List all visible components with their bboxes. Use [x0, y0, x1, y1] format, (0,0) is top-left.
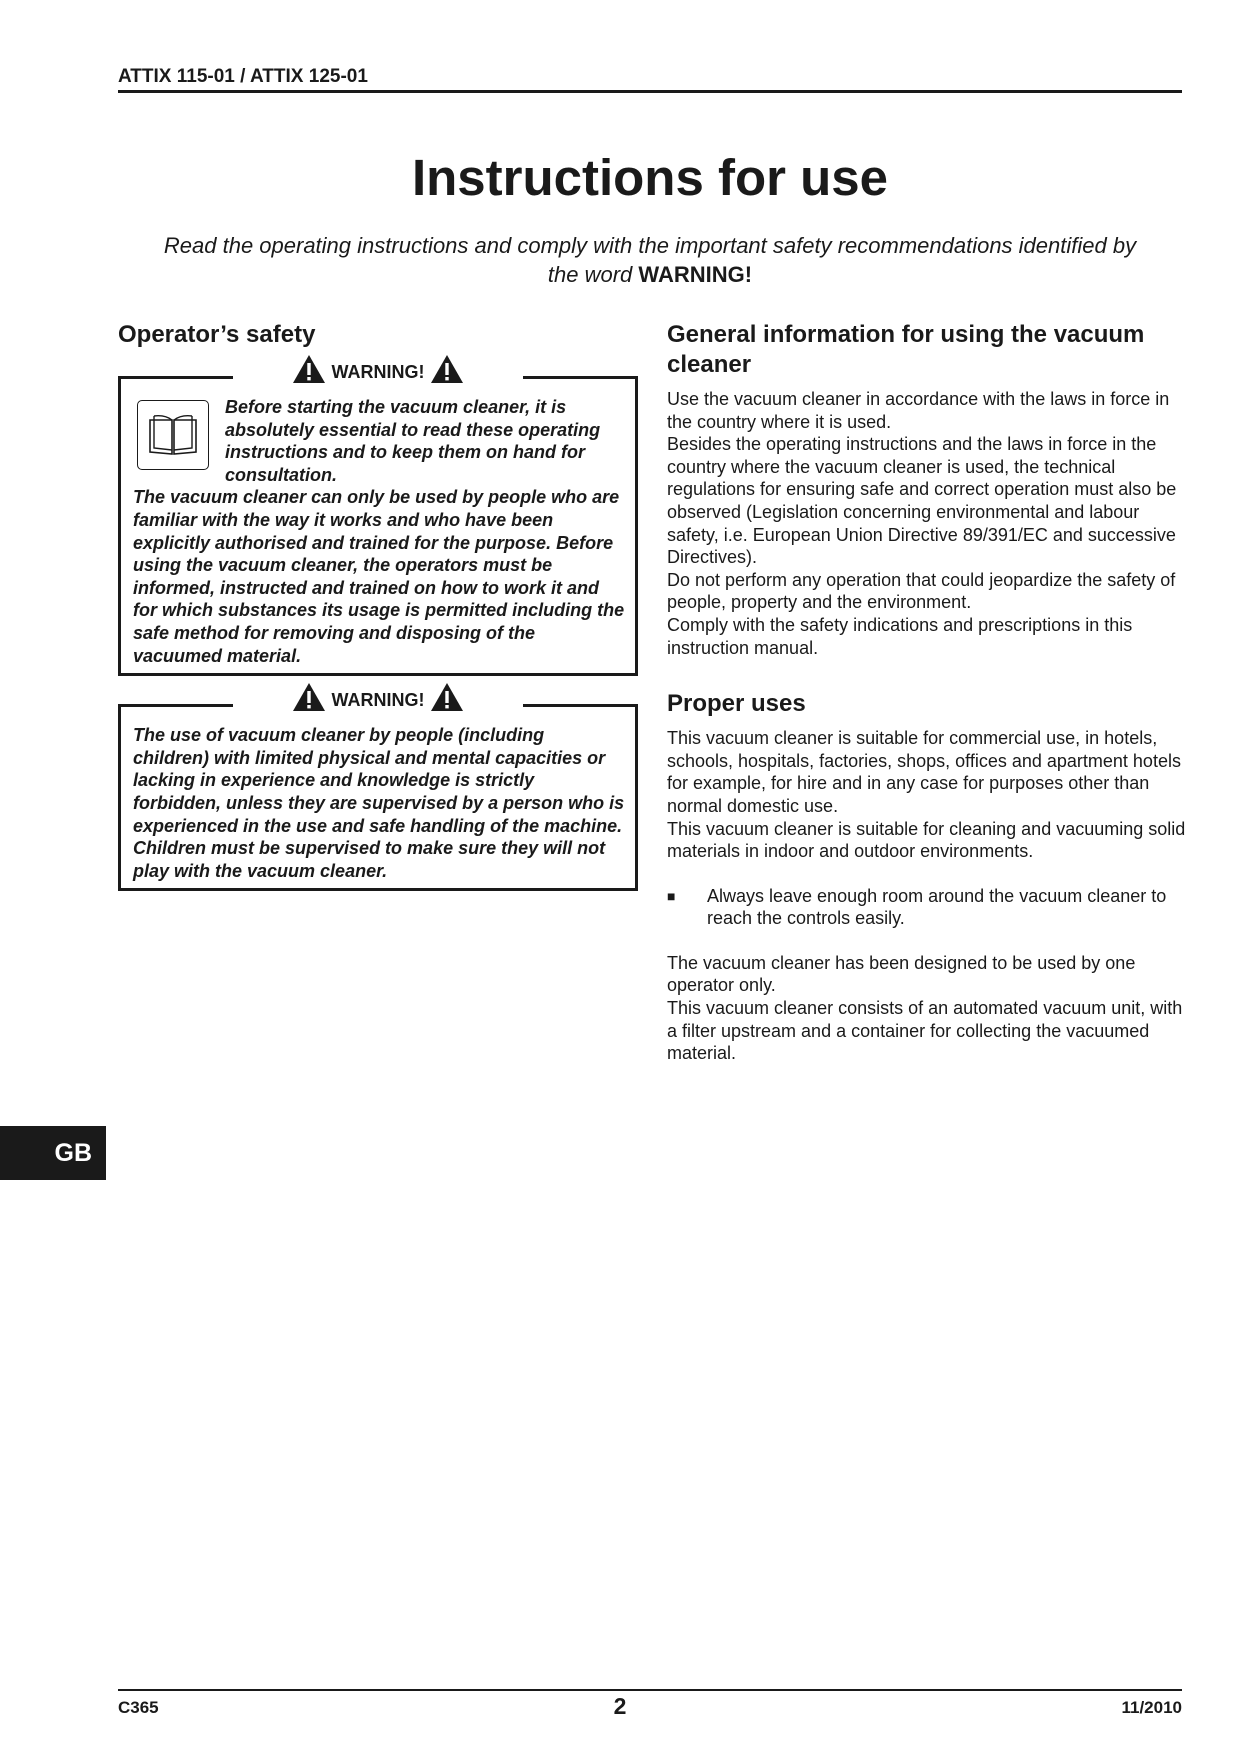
warning-text-2b: Children must be supervised to make sure they will not play with the vacuum cleaner.: [133, 838, 606, 881]
footer-rule: [118, 1689, 1182, 1691]
intro-text: [150, 231, 1150, 289]
header-model: ATTIX 115-01 / ATTIX 125-01: [118, 66, 368, 87]
general-info-paragraph: Use the vacuum cleaner in accordance with the laws in force in the country where it is used.: [667, 389, 1170, 432]
proper-uses-paragraph: This vacuum cleaner consists of an automated vacuum unit, with a filter upstream and a container for collecting the vacuumed material.: [667, 998, 1183, 1064]
warning-label-text: WARNING!: [331, 690, 425, 711]
header-rule: [118, 90, 1182, 93]
warning-label-1: [121, 354, 635, 386]
general-info-paragraph: Do not perform any operation that could jeopardize the safety of people, property and the environment.: [667, 569, 1176, 613]
intro-keyword: WARNING!: [638, 262, 753, 287]
proper-uses-closing: [667, 952, 1187, 1065]
language-tab: GB: [0, 1126, 106, 1180]
footer-date: 11/2010: [1121, 1698, 1182, 1717]
right-column: [667, 320, 1187, 1065]
page-title: Instructions for use: [411, 149, 889, 206]
proper-uses-paragraph: The vacuum cleaner has been designed to be used by one operator only.: [667, 952, 1136, 996]
warning-body-1: [118, 362, 638, 676]
proper-uses-heading: Proper uses: [667, 690, 806, 718]
page-number: 2: [613, 1693, 627, 1719]
footer-code: C365: [118, 1698, 159, 1717]
left-column: [118, 320, 638, 891]
manual-book-icon: [137, 400, 209, 470]
general-info-paragraph: Comply with the safety indications and prescriptions in this instruction manual.: [667, 614, 1133, 658]
intro-sentence: Read the operating instructions and comply with the important safety recommendations identified by the word: [163, 233, 1137, 287]
warning-box-2: [118, 690, 638, 891]
bullet-item: [667, 885, 1187, 930]
warning-triangle-icon: [292, 354, 326, 384]
warning-label-text: WARNING!: [331, 362, 425, 382]
warning-label-2: [121, 682, 635, 714]
warning-triangle-icon: [430, 682, 464, 712]
operator-safety-heading: Operator’s safety: [118, 321, 316, 348]
warning-box-1: [118, 362, 638, 676]
warning-triangle-icon: [430, 354, 464, 384]
warning-text-2a: The use of vacuum cleaner by people (including children) with limited physical and mental capacities or lacking in experience and knowledge is strictly forbidden, unless they are supervised by a person who is experienced in the use and safe handling of the machine.: [133, 725, 625, 836]
warning-book-text: Before starting the vacuum cleaner, it is absolutely essential to read these operating instructions and to keep them on hand for consultation.: [225, 397, 601, 485]
warning-triangle-icon: [292, 682, 326, 712]
general-info-heading: General information for using the vacuum cleaner: [667, 321, 1145, 378]
book-row: [133, 396, 625, 486]
warning-body-2: [118, 690, 638, 891]
bullet-text: Always leave enough room around the vacuum cleaner to reach the controls easily.: [707, 885, 1167, 929]
general-info-body: [667, 388, 1187, 659]
proper-uses-paragraph: This vacuum cleaner is suitable for cleaning and vacuuming solid materials in indoor and outdoor environments.: [667, 818, 1186, 862]
proper-uses-body: [667, 727, 1187, 1065]
general-info-paragraph: Besides the operating instructions and the laws in force in the country where the vacuum cleaner is used, the technical regulations for ensuring safe and correct operation must also be observed (Legislation concerning environmental and labour safety, i.e. European Union Directive 89/391/EC and successive Directives).: [667, 434, 1177, 568]
proper-uses-paragraph: This vacuum cleaner is suitable for commercial use, in hotels, schools, hospitals, factories, shops, offices and apartment hotels for example, for hire and in any case for purposes other than normal domestic use.: [667, 728, 1181, 816]
bullet-square-icon: ■: [667, 887, 676, 904]
warning-text-1: The vacuum cleaner can only be used by people who are familiar with the way it works and who have been explicitly authorised and trained for the purpose. Before using the vacuum cleaner, the operators must be informed, instructed and trained on how to work it and for which substances its usage is permitted including the safe method for removing and disposing of the vacuumed material.: [133, 487, 625, 666]
